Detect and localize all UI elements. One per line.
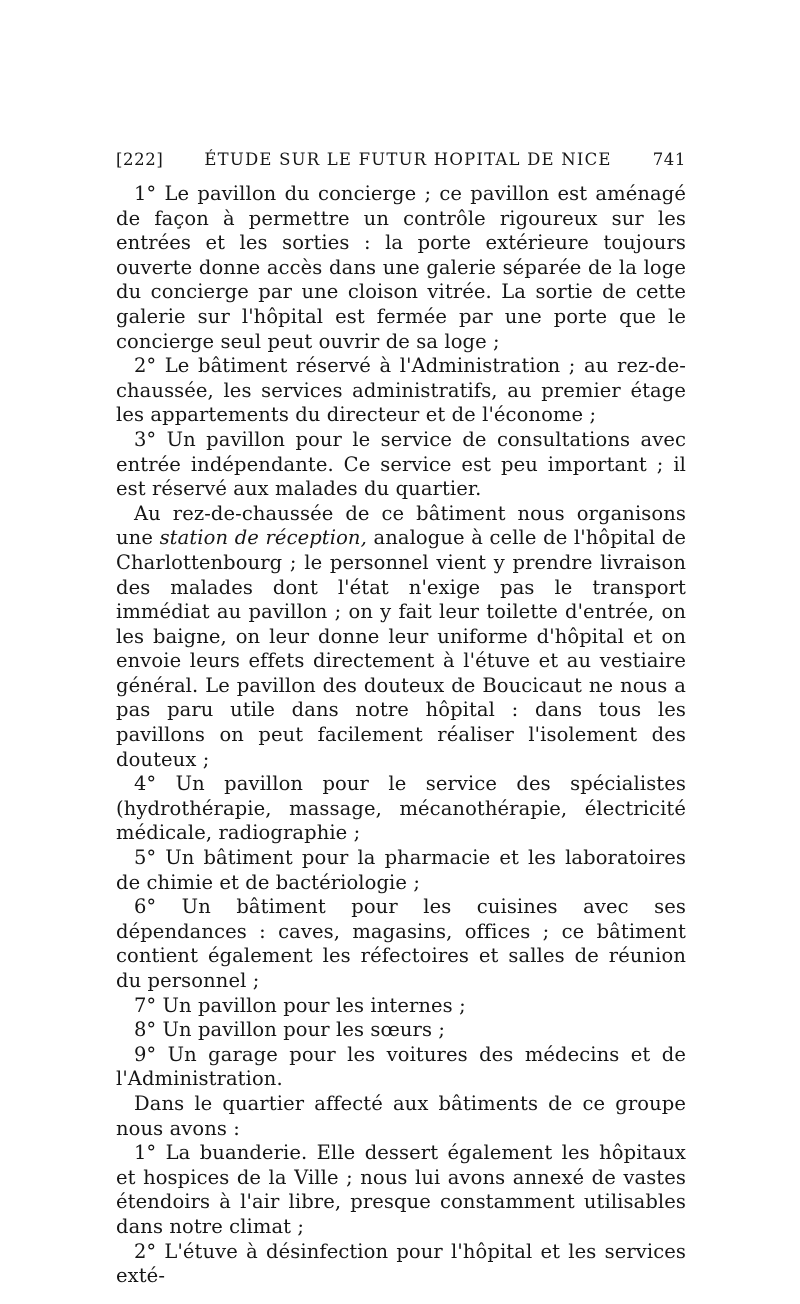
item-number: 2° bbox=[134, 354, 157, 378]
paragraph-text: Le bâtiment réservé à l'Administration ; au rez-de-chaussée, les services administratifs, au premier étage les appartements du directeur et de l'économe ; bbox=[116, 354, 686, 427]
paragraph-4 bbox=[116, 502, 686, 773]
paragraph-7 bbox=[116, 895, 686, 993]
paragraph-text: Un pavillon pour les sœurs ; bbox=[162, 1018, 446, 1042]
paragraph-3 bbox=[116, 428, 686, 502]
paragraph-text: Un pavillon pour le service des spécialistes (hydrothérapie, massage, mécanothérapie, électricité médicale, radiographie ; bbox=[116, 772, 686, 845]
italic-term: station de réception, bbox=[159, 526, 367, 550]
paragraph-6 bbox=[116, 846, 686, 895]
paragraph-12 bbox=[116, 1141, 686, 1239]
paragraph-text: Un garage pour les voitures des médecins et de l'Administration. bbox=[116, 1042, 686, 1091]
paragraph-text: Un pavillon pour le service de consultations avec entrée indépendante. Ce service est peu important ; il est réservé aux malades du quartier. bbox=[116, 427, 686, 501]
running-title: ÉTUDE SUR LE FUTUR HOPITAL DE NICE bbox=[204, 150, 612, 169]
paragraph-text: Dans le quartier affecté aux bâtiments de ce groupe nous avons : bbox=[116, 1091, 686, 1140]
paragraph-text: analogue à celle de l'hôpital de Charlottenbourg ; le personnel vient y prendre livraison des malades dont l'état n'exige pas le transport immédiat au pavillon ; on y fait leur toilette d'entrée, on les baigne, on leur donne leur uniforme d'hôpital et on envoie leurs effets directement à l'étuve et au vestiaire général. Le pavillon des douteux de Boucicaut ne nous a pas paru utile dans notre hôpital : dans tous les pavillons on peut facilement réaliser l'isolement des douteux ; bbox=[116, 526, 686, 771]
item-number: 2° bbox=[134, 1239, 157, 1263]
item-number: 7° bbox=[134, 993, 157, 1017]
item-number: 8° bbox=[134, 1018, 157, 1042]
item-number: 1° bbox=[134, 1141, 157, 1165]
paragraph-1 bbox=[116, 182, 686, 354]
item-number: 4° bbox=[134, 772, 157, 796]
item-number: 1° bbox=[134, 182, 157, 205]
page-number: 741 bbox=[652, 150, 686, 169]
item-number: 9° bbox=[134, 1042, 157, 1066]
page-reference: [222] bbox=[116, 150, 164, 169]
paragraph-text: Un bâtiment pour la pharmacie et les laboratoires de chimie et de bactériologie ; bbox=[116, 846, 686, 894]
paragraph-10 bbox=[116, 1043, 686, 1092]
body-text bbox=[116, 182, 686, 1289]
item-number: 5° bbox=[134, 846, 157, 870]
paragraph-11 bbox=[116, 1092, 686, 1141]
paragraph-5 bbox=[116, 772, 686, 846]
paragraph-text: L'étuve à désinfection pour l'hôpital et les services exté- bbox=[116, 1239, 686, 1288]
item-number: 3° bbox=[134, 427, 157, 451]
document-page bbox=[116, 150, 686, 1289]
paragraph-lead: Au rez-de-chaussée de ce bâtiment nous organisons une bbox=[116, 501, 686, 550]
paragraph-2 bbox=[116, 354, 686, 428]
paragraph-9 bbox=[116, 1018, 686, 1043]
paragraph-text: Le pavillon du concierge ; ce pavillon est aménagé de façon à permettre un contrôle rigoureux sur les entrées et les sorties : la porte extérieure toujours ouverte donne accès dans une galerie séparée de la loge du concierge par une cloison vitrée. La sortie de cette galerie sur l'hôpital est fermée par une porte que le concierge seul peut ouvrir de sa loge ; bbox=[116, 182, 686, 353]
running-header bbox=[116, 150, 686, 178]
paragraph-8 bbox=[116, 994, 686, 1019]
paragraph-text: Un pavillon pour les internes ; bbox=[162, 993, 466, 1017]
paragraph-text: Un bâtiment pour les cuisines avec ses dépendances : caves, magasins, offices ; ce bâtiment contient également les réfectoires et salles de réunion du personnel ; bbox=[116, 895, 686, 992]
paragraph-13 bbox=[116, 1240, 686, 1289]
item-number: 6° bbox=[134, 895, 157, 919]
paragraph-text: La buanderie. Elle dessert également les hôpitaux et hospices de la Ville ; nous lui avons annexé de vastes étendoirs à l'air libre, presque constamment utilisables dans notre climat ; bbox=[116, 1141, 686, 1238]
